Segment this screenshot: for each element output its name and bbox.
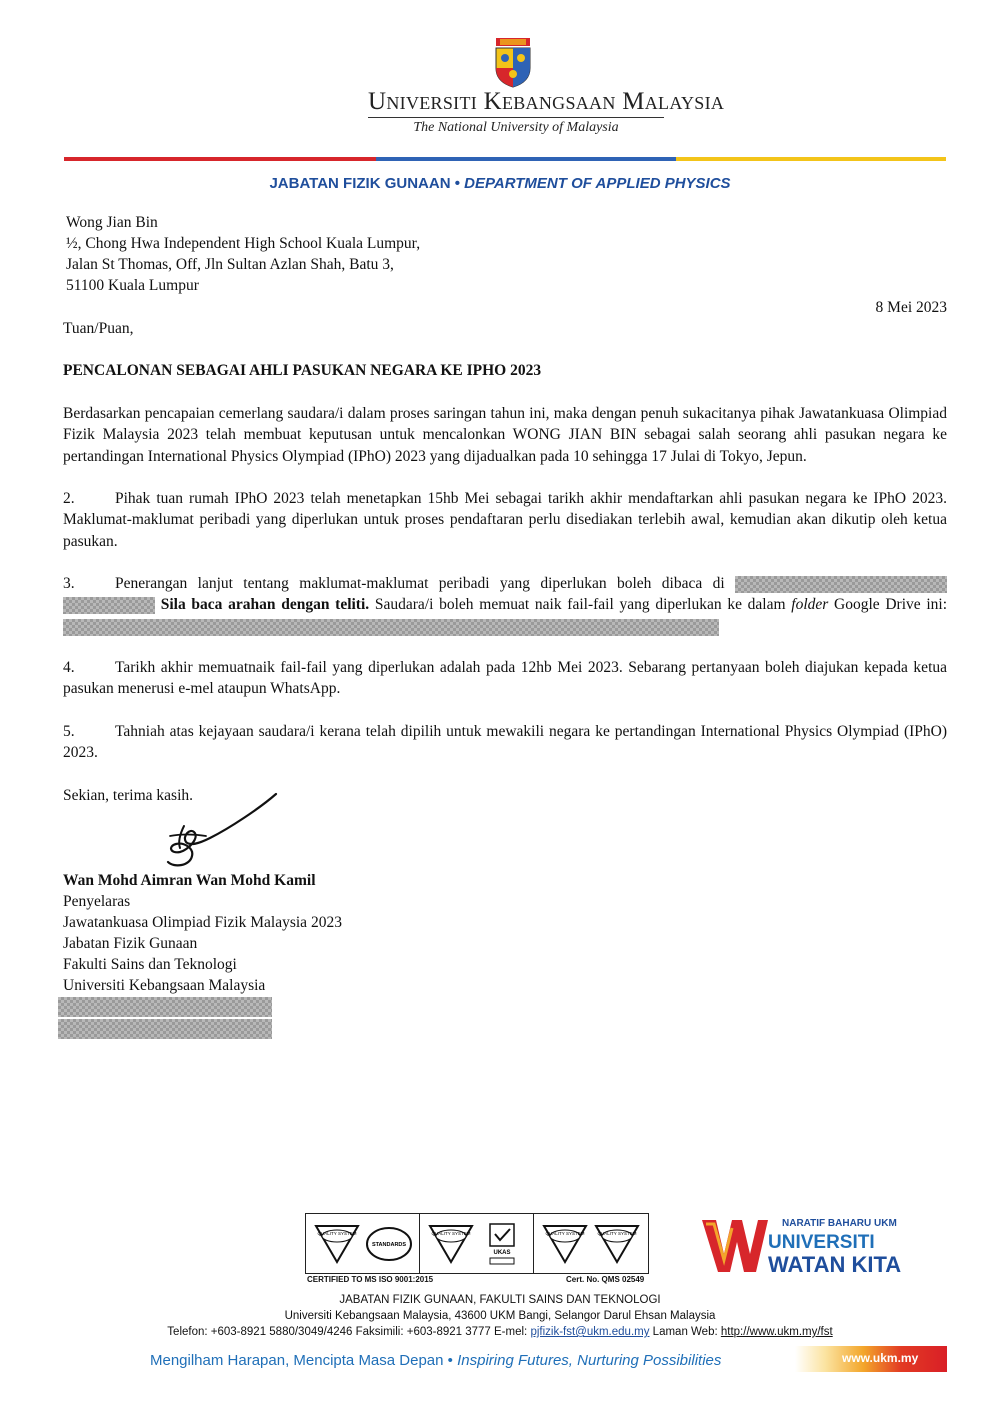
signatory-line-4: Universiti Kebangsaan Malaysia bbox=[63, 977, 266, 994]
paragraph-5-text: Tahniah atas kejayaan saudara/i kerana telah dipilih untuk mewakili negara ke pertandingan International Physics Olympiad (IPhO) 2023. bbox=[63, 723, 947, 762]
campaign-line-1: UNIVERSITI bbox=[768, 1232, 875, 1253]
signatory-line-2: Jabatan Fizik Gunaan bbox=[63, 935, 198, 952]
handwritten-signature bbox=[150, 790, 280, 872]
footer-dept-line: JABATAN FIZIK GUNAAN, FAKULTI SAINS DAN TEKNOLOGI bbox=[339, 1294, 661, 1306]
closing: Sekian, terima kasih. bbox=[63, 787, 193, 804]
tagline-en: Inspiring Futures, Nurturing Possibilities bbox=[457, 1352, 722, 1369]
paragraph-3-text-c: Google Drive bbox=[834, 596, 921, 614]
paragraph-3 bbox=[63, 573, 947, 637]
recipient-address-1: ½, Chong Hwa Independent High School Kuala Lumpur, bbox=[66, 235, 421, 252]
paragraph-1: Berdasarkan pencapaian cemerlang saudara/i dalam proses saringan tahun ini, maka dengan penuh sukacitanya pihak Jawatankuasa Olimpiad Fizik Malaysia 2023 telah membuat keputusan untuk mencalonkan WONG JIAN BIN sebagai salah seorang ahli pasukan negara ke pertandingan International Physics Olympiad (IPhO) 2023 yang dijadualkan pada 10 sehingga 17 Julai di Tokyo, Jepun. bbox=[63, 405, 947, 465]
paragraph-3-number: 3. bbox=[63, 575, 75, 592]
department-separator: • bbox=[450, 175, 465, 192]
standards-logo bbox=[364, 1224, 414, 1264]
footer-contact bbox=[0, 1326, 1000, 1338]
redacted-contact-2 bbox=[58, 1019, 272, 1039]
header-underline bbox=[368, 117, 664, 118]
salutation: Tuan/Puan, bbox=[63, 320, 134, 337]
paragraph-5 bbox=[63, 721, 947, 764]
letter-date: 8 Mei 2023 bbox=[875, 299, 947, 316]
paragraph-4-number: 4. bbox=[63, 659, 75, 676]
quality-system-logo-1 bbox=[312, 1222, 362, 1266]
paragraph-3-text-d: ini: bbox=[926, 596, 948, 614]
web-banner-text[interactable]: www.ukm.my bbox=[842, 1351, 919, 1365]
recipient-address-2: Jalan St Thomas, Off, Jln Sultan Azlan Shah, Batu 3, bbox=[66, 256, 394, 273]
signatory-name: Wan Mohd Aimran Wan Mohd Kamil bbox=[63, 872, 316, 889]
signatory-role: Penyelaras bbox=[63, 893, 131, 910]
quality-system-label-3: QUALITY SYSTEM bbox=[545, 1231, 585, 1236]
tagline-separator: • bbox=[443, 1352, 458, 1369]
quality-system-label-2: QUALITY SYSTEM bbox=[431, 1231, 471, 1236]
paragraph-3-italic: folder bbox=[791, 596, 829, 614]
paragraph-2-number: 2. bbox=[63, 490, 75, 507]
certification-logos bbox=[305, 1213, 649, 1274]
footer-contact-prefix: Telefon: +603-8921 5880/3049/4246 Faksimili: +603-8921 3777 E-mel: bbox=[167, 1326, 531, 1338]
paragraph-3-bold-instruction: Sila baca arahan dengan teliti. bbox=[160, 596, 370, 614]
recipient-name: Wong Jian Bin bbox=[66, 214, 158, 231]
ukm-crest-logo bbox=[490, 36, 536, 88]
footer-address: Universiti Kebangsaan Malaysia, 43600 UKM Bangi, Selangor Darul Ehsan Malaysia bbox=[284, 1310, 716, 1322]
footer-email-link[interactable]: pjfizik-fst@ukm.edu.my bbox=[530, 1326, 650, 1338]
paragraph-2 bbox=[63, 488, 947, 552]
quality-system-label-4: QUALITY SYSTEM bbox=[597, 1231, 637, 1236]
quality-system-logo-3 bbox=[540, 1222, 590, 1266]
ukas-logo bbox=[480, 1220, 524, 1268]
footer-website-link[interactable]: http://www.ukm.my/fst bbox=[720, 1326, 833, 1338]
campaign-top: NARATIF BAHARU UKM bbox=[782, 1218, 897, 1229]
department-en: DEPARTMENT OF APPLIED PHYSICS bbox=[464, 175, 731, 192]
university-subtitle: The National University of Malaysia bbox=[413, 120, 619, 135]
paragraph-3-text-b: Saudara/i boleh memuat naik fail-fail yang diperlukan ke dalam bbox=[374, 596, 786, 614]
university-name: Universiti Kebangsaan Malaysia bbox=[368, 88, 725, 115]
recipient-address-3: 51100 Kuala Lumpur bbox=[66, 277, 199, 294]
header-bar-red bbox=[64, 157, 376, 161]
paragraph-3-text-a: Penerangan lanjut tentang maklumat-maklumat peribadi yang diperlukan boleh dibaca di bbox=[115, 575, 725, 592]
redacted-drive-link bbox=[63, 619, 719, 636]
signatory-line-3: Fakulti Sains dan Teknologi bbox=[63, 956, 237, 973]
quality-system-logo-2 bbox=[426, 1222, 476, 1266]
footer-web-prefix: Laman Web: bbox=[649, 1326, 721, 1338]
tagline-ms: Mengilham Harapan, Mencipta Masa Depan bbox=[150, 1352, 444, 1369]
header-bar-blue bbox=[376, 157, 676, 161]
redacted-link-continued bbox=[63, 597, 155, 614]
quality-system-logo-4 bbox=[592, 1222, 642, 1266]
ukas-label: UKAS bbox=[493, 1250, 511, 1256]
certification-standard: CERTIFIED TO MS ISO 9001:2015 bbox=[307, 1275, 434, 1284]
department-heading bbox=[0, 175, 1000, 192]
paragraph-4-text: Tarikh akhir memuatnaik fail-fail yang diperlukan adalah pada 12hb Mei 2023. Sebarang pertanyaan boleh diajukan kepada ketua pasukan menerusi e-mel ataupun WhatsApp. bbox=[63, 659, 947, 698]
certification-number: Cert. No. QMS 02549 bbox=[566, 1275, 645, 1284]
universiti-watan-kita-logo bbox=[702, 1214, 902, 1278]
paragraph-4 bbox=[63, 657, 947, 700]
redacted-link bbox=[735, 576, 947, 593]
paragraph-5-number: 5. bbox=[63, 723, 75, 740]
letter-subject: PENCALONAN SEBAGAI AHLI PASUKAN NEGARA KE IPHO 2023 bbox=[63, 362, 542, 379]
header-bar-yellow bbox=[676, 157, 946, 161]
redacted-contact-1 bbox=[58, 997, 272, 1017]
signatory-line-1: Jawatankuasa Olimpiad Fizik Malaysia 2023 bbox=[63, 914, 342, 931]
footer-tagline bbox=[150, 1352, 721, 1369]
department-ms: JABATAN FIZIK GUNAAN bbox=[269, 175, 451, 192]
standards-label: STANDARDS bbox=[371, 1242, 407, 1248]
quality-system-label-1: QUALITY SYSTEM bbox=[317, 1231, 357, 1236]
paragraph-2-text: Pihak tuan rumah IPhO 2023 telah menetapkan 15hb Mei sebagai tarikh akhir mendaftarkan ahli pasukan negara ke IPhO 2023. Maklumat-maklumat peribadi yang diperlukan untuk proses pendaftaran perlu disediakan terlebih awal, kemudian akan dikutip oleh ketua pasukan. bbox=[63, 490, 947, 550]
campaign-line-2: WATAN KITA bbox=[768, 1252, 902, 1277]
